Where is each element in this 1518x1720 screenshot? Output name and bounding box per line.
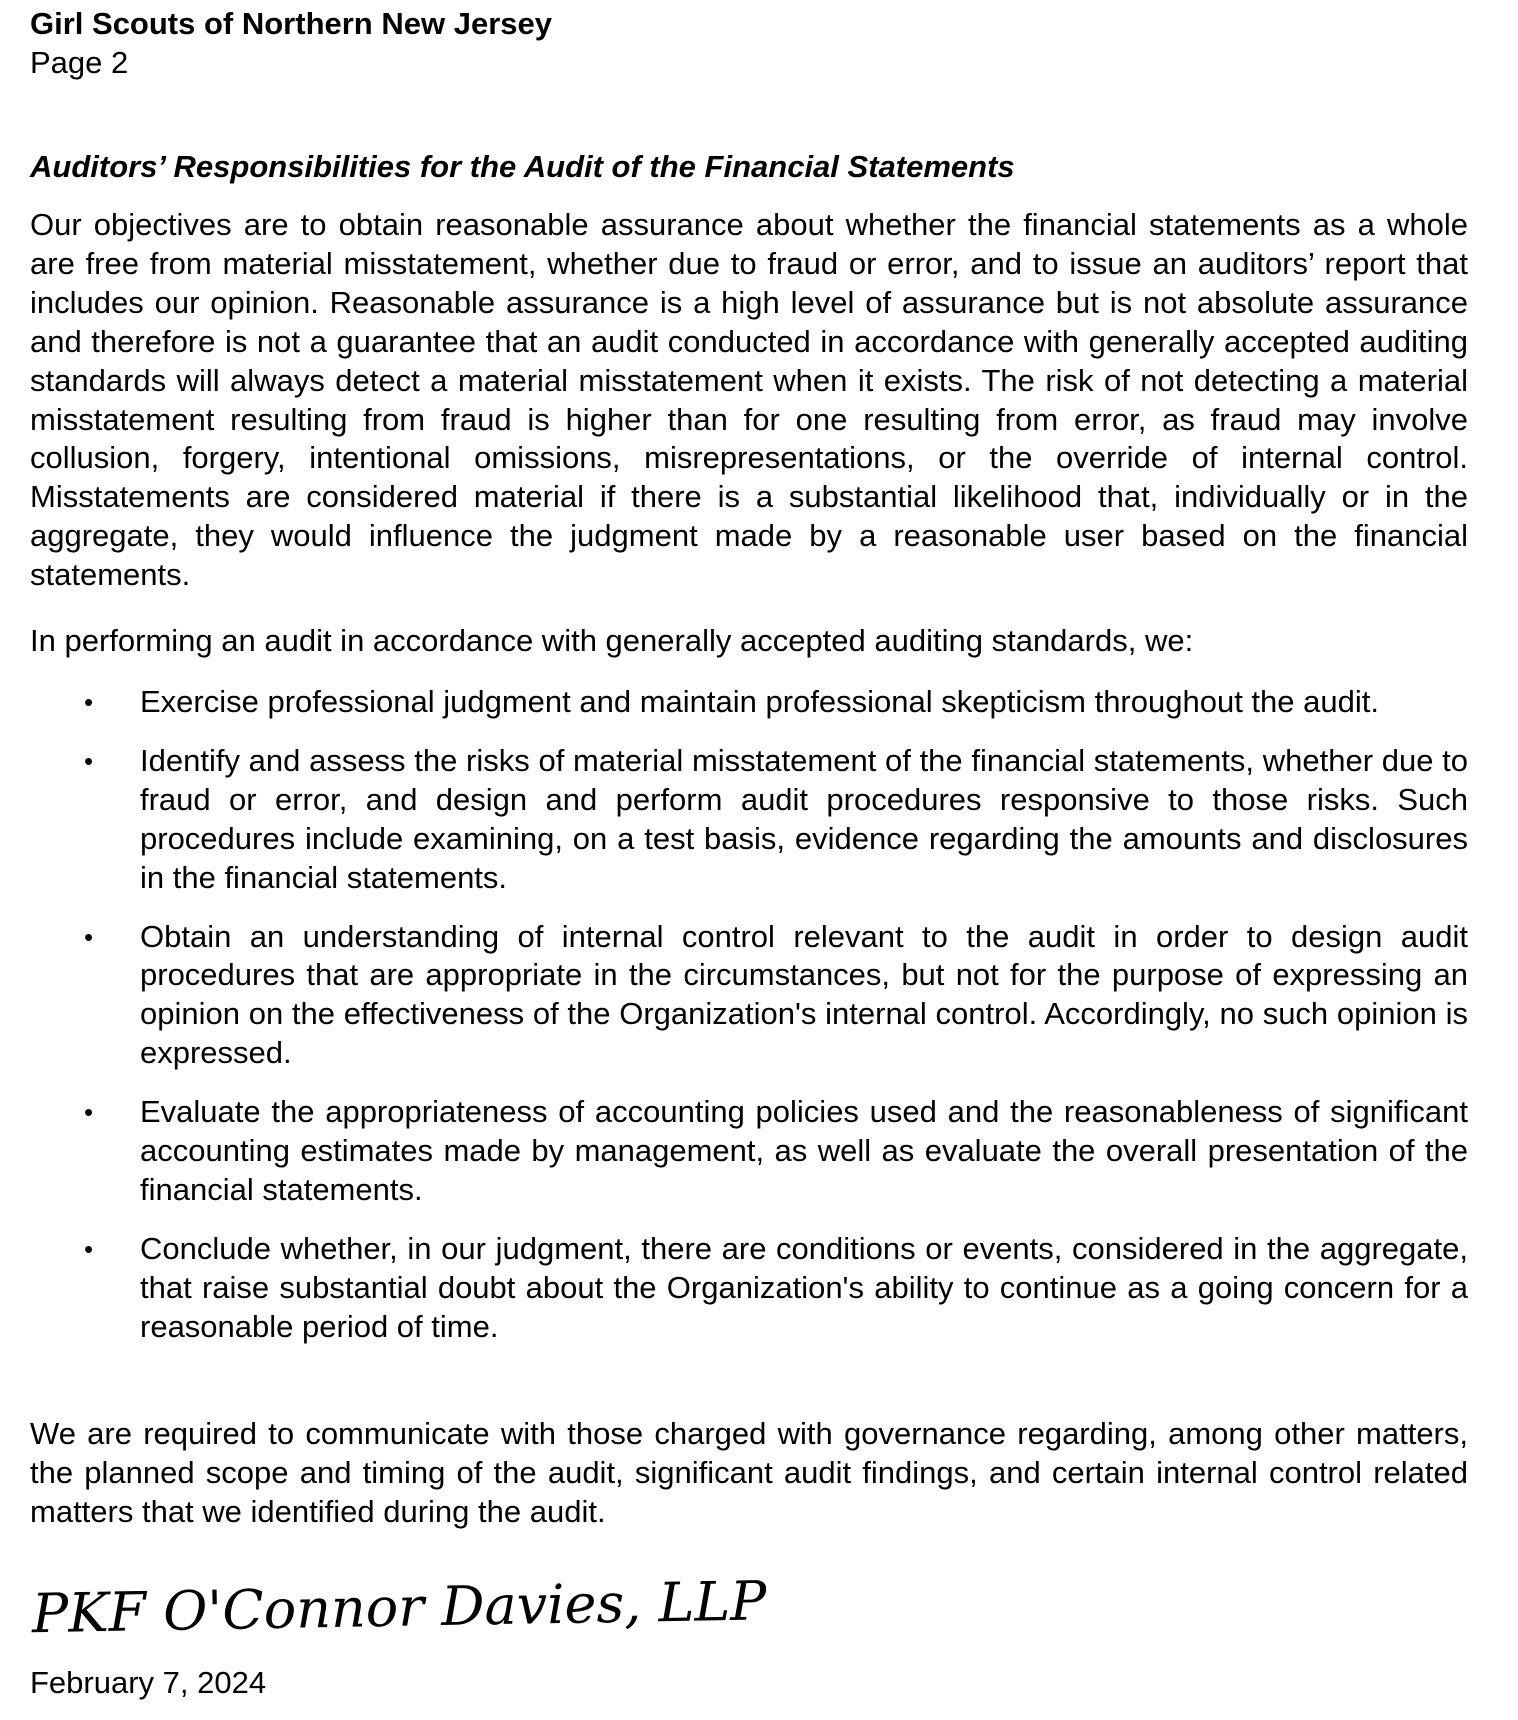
section-heading: Auditors’ Responsibilities for the Audit of the Financial Statements [30,149,1015,184]
list-item-text: Conclude whether, in our judgment, there are conditions or events, considered in the aggregate, that raise substantial doubt about the Organization's ability to continue as a going concern for a reasonable period of time. [140,1230,1468,1344]
bullet-icon: • [84,921,94,952]
list-item [30,742,1468,898]
bullet-icon: • [84,745,94,776]
list-item-text: Exercise professional judgment and maintain professional skepticism throughout the audit. [140,684,1379,719]
list-item [30,683,1468,722]
list-item-text: Evaluate the appropriateness of accounting policies used and the reasonableness of significant accounting estimates made by management, as well as evaluate the overall presentation of the financial statements. [140,1094,1468,1207]
governance-paragraph: We are required to communicate with those charged with governance regarding, among other matters, the planned scope and timing of the audit, significant audit findings, and certain internal control related matters that we identified during the audit. [30,1416,1468,1529]
list-item [30,1230,1468,1347]
bullet-icon: • [84,1097,94,1128]
page-number: Page 2 [30,45,129,80]
procedures-list [30,683,1468,1367]
objectives-paragraph: Our objectives are to obtain reasonable assurance about whether the financial statements as a whole are free from material misstatement, whether due to fraud or error, and to issue an auditors’ report that includes our opinion. Reasonable assurance is a high level of assurance but is not absolute assurance and therefore is not a guarantee that an audit conducted in accordance with generally accepted auditing standards will always detect a material misstatement when it exists. The risk of not detecting a material misstatement resulting from fraud is higher than for one resulting from error, as fraud may involve collusion, forgery, intentional omissions, misrepresentations, or the override of internal control. Misstatements are considered material if there is a substantial likelihood that, individually or in the aggregate, they would influence the judgment made by a reasonable user based on the financial statements. [30,207,1468,593]
bullet-icon: • [84,1233,94,1264]
list-item-text: Identify and assess the risks of material misstatement of the financial statements, whether due to fraud or error, and design and perform audit procedures responsive to those risks. Such procedures include examining, on a test basis, evidence regarding the amounts and disclosures in the financial statements. [140,742,1468,895]
organization-name: Girl Scouts of Northern New Jersey [30,6,552,41]
signature-text: PKF O'Connor Davies, LLP [31,1569,767,1646]
list-item [30,1093,1468,1210]
list-item-text: Obtain an understanding of internal control relevant to the audit in order to design audit procedures that are appropriate in the circumstances, but not for the purpose of expressing an opinion on the effectiveness of the Organization's internal control. Accordingly, no such opinion is expressed. [140,918,1468,1071]
firm-signature [30,1555,767,1665]
list-item [30,918,1468,1074]
bullet-icon: • [84,687,94,717]
report-date: February 7, 2024 [30,1665,267,1700]
intro-paragraph: In performing an audit in accordance with generally accepted auditing standards, we: [30,623,1194,658]
